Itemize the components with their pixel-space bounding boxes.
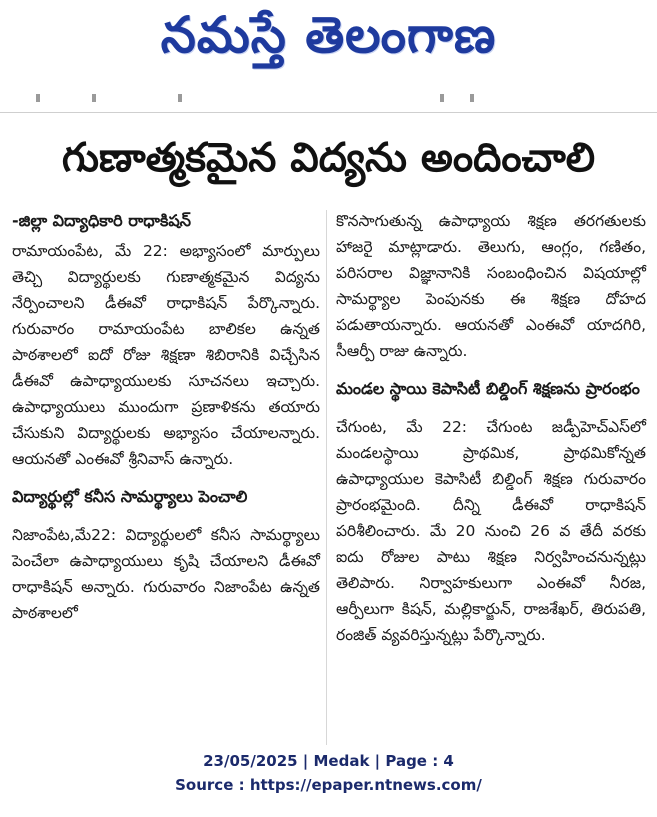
strip-mark xyxy=(36,94,40,102)
article-paragraph: నిజాంపేట,మే22: విద్యార్థులలో కనీస సామర్థ్యాలు పెంచేలా ఉపాధ్యాయులు కృషి చేయాలని డీఈవో రాధాకిషన్ అన్నారు. గురువారం నిజాంపేట ఉన్నత పాఠశాలలో xyxy=(12,526,320,622)
cropped-header-strip xyxy=(0,88,657,113)
article-headline: గుణాత్మకమైన విద్యను అందించాలి xyxy=(61,135,596,181)
article-byline: -జిల్లా విద్యాధికారి రాధాకిషన్ xyxy=(12,211,191,230)
footer-source-line: Source : https://epaper.ntnews.com/ xyxy=(175,776,482,794)
article-paragraph: రామాయంపేట, మే 22: అభ్యాసంలో మార్పులు తెచ్చి విద్యార్థులకు గుణాత్మకమైన విద్యను నేర్పించాలని డీఈవో రాధాకిషన్ పేర్కొన్నారు. గురువారం రామాయంపేట బాలికల ఉన్నత పాఠశాలలో ఐదో రోజు శిక్షణా శిబిరానికి విచ్చేసిన డీఈవో ఉపాధ్యాయులకు సూచనలు ఇచ్చారు. ఉపాధ్యాయులు ముందుగా ప్రణాళికను తయారు చేసుకుని విద్యార్థులకు అభ్యాసం చేయాలన్నారు. ఆయనతో ఎంఈవో శ్రీనివాస్ ఉన్నారు. xyxy=(12,242,320,468)
article-paragraph: కొనసాగుతున్న ఉపాధ్యాయ శిక్షణ తరగతులకు హాజరై మాట్లాడారు. తెలుగు, ఆంగ్లం, గణితం, పరిసరాల విజ్ఞానానికి సంబంధించిన విషయాల్లో సామర్థ్యాల పెంపునకు ఈ శిక్షణ దోహద పడుతాయన్నారు. ఆయనతో ఎంఈవో యాదగిరి, సీఆర్పీ రాజు ఉన్నారు. xyxy=(336,212,646,360)
article-column-right xyxy=(336,208,646,648)
strip-mark xyxy=(92,94,96,102)
article-column-left xyxy=(12,208,320,626)
masthead xyxy=(0,4,657,78)
strip-mark xyxy=(470,94,474,102)
article-subheading: విద్యార్థుల్లో కనీస సామర్థ్యాలు పెంచాలి xyxy=(12,487,248,506)
strip-mark xyxy=(440,94,444,102)
footer-date-line: 23/05/2025 | Medak | Page : 4 xyxy=(203,752,454,770)
article-paragraph: చేగుంట, మే 22: చేగుంట జడ్పీహెచ్ఎస్‌లో మండలస్థాయి ప్రాథమిక, ప్రాథమికోన్నత ఉపాధ్యాయుల కెపాసిటీ బిల్డింగ్ శిక్షణ గురువారం ప్రారంభమైంది. దీన్ని డీఈవో రాధాకిషన్ పరిశీలించారు. మే 20 నుంచి 26 వ తేదీ వరకు ఐదు రోజుల పాటు శిక్షణ నిర్వహించనున్నట్లు తెలిపారు. నిర్వాహకులుగా ఎంఈవో నీరజ, ఆర్పీలుగా కిషన్, మల్లికార్జున్, రాజశేఖర్, తిరుపతి, రంజిత్ వ్యవరిస్తున్నట్లు పేర్కొన్నారు. xyxy=(336,418,646,644)
masthead-title: నమస్తే తెలంగాణ xyxy=(160,5,497,64)
column-divider xyxy=(326,210,327,745)
strip-mark xyxy=(178,94,182,102)
article-subheading: మండల స్థాయి కెపాసిటీ బిల్డింగ్ శిక్షణను ప్రారంభం xyxy=(336,379,640,398)
